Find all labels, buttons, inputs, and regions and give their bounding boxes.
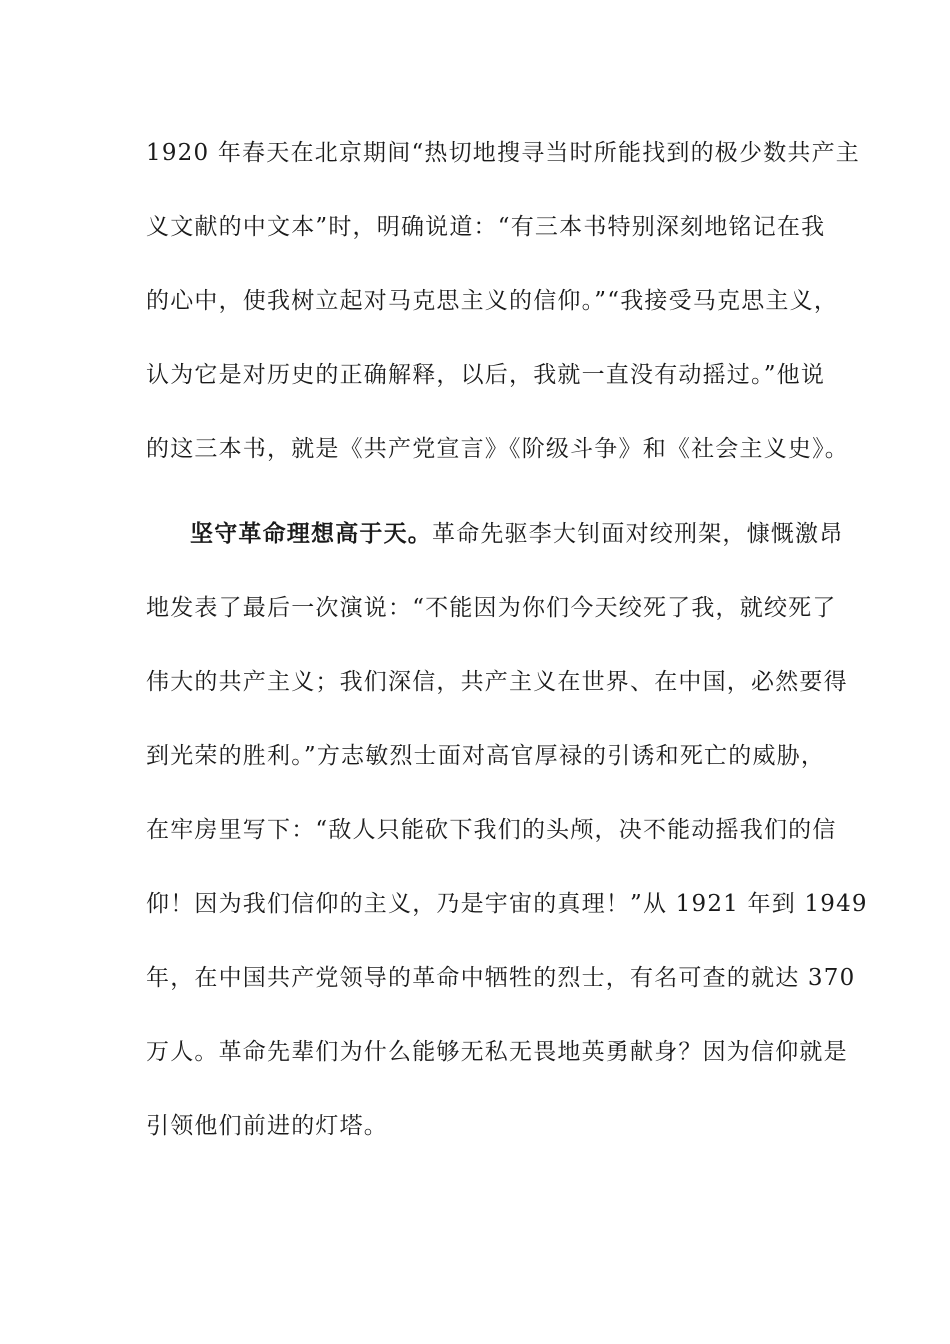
paragraph-1-line-3: 的心中，使我树立起对马克思主义的信仰。”“我接受马克思主义， [146, 288, 839, 314]
paragraph-2-line-8: 万人。革命先辈们为什么能够无私无畏地英勇献身？因为信仰就是 [146, 1039, 848, 1065]
paragraph-1-line-1: 1920 年春天在北京期间“热切地搜寻当时所能找到的极少数共产主 [146, 140, 861, 166]
paragraph-2-heading: 坚守革命理想高于天。 [190, 520, 432, 547]
paragraph-2-line-1 [190, 519, 890, 549]
paragraph-2-line-4: 到光荣的胜利。”方志敏烈士面对高官厚禄的引诱和死亡的威胁， [146, 743, 826, 769]
paragraph-2-line-6: 仰！因为我们信仰的主义，乃是宇宙的真理！”从 1921 年到 1949 [146, 891, 868, 917]
paragraph-1-line-2: 义文献的中文本”时，明确说道：“有三本书特别深刻地铭记在我 [146, 214, 826, 240]
paragraph-2-line-1-text: 革命先驱李大钊面对绞刑架，慷慨激昂 [432, 521, 844, 547]
paragraph-2-line-9: 引领他们前进的灯塔。 [146, 1113, 388, 1139]
paragraph-2-line-2: 地发表了最后一次演说：“不能因为你们今天绞死了我，就绞死了 [146, 595, 837, 621]
paragraph-1-line-5: 的这三本书，就是《共产党宣言》《阶级斗争》和《社会主义史》。 [146, 436, 849, 462]
paragraph-2-line-3: 伟大的共产主义；我们深信，共产主义在世界、在中国，必然要得 [146, 669, 848, 695]
paragraph-1-line-4: 认为它是对历史的正确解释，以后，我就一直没有动摇过。”他说 [146, 362, 826, 388]
paragraph-2-line-7: 年，在中国共产党领导的革命中牺牲的烈士，有名可查的就达 370 [146, 965, 856, 991]
paragraph-2-line-5: 在牢房里写下：“敌人只能砍下我们的头颅，决不能动摇我们的信 [146, 817, 837, 843]
